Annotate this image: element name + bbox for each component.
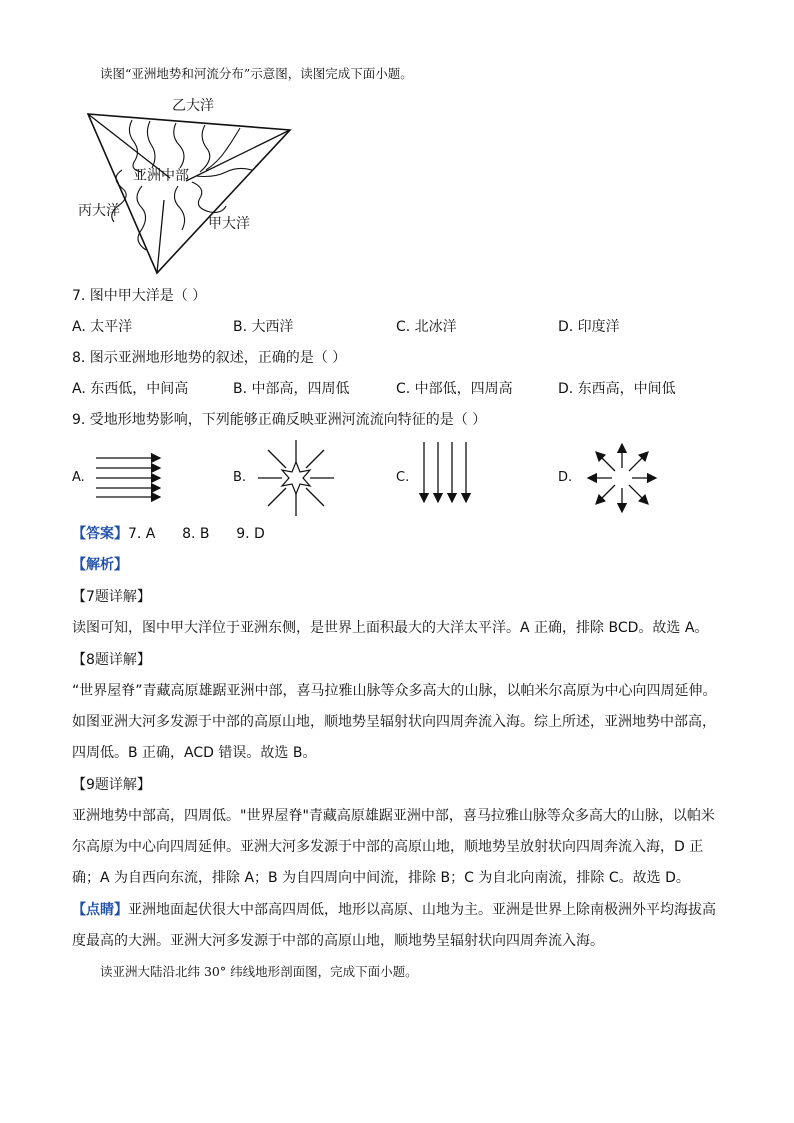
intro-text-2: 读亚洲大陆沿北纬 30° 纬线地形剖面图，完成下面小题。 [100,964,418,979]
q8-option-b[interactable]: B. 中部高，四周低 [233,381,350,397]
q7-option-d[interactable]: D. 印度洋 [558,319,620,335]
label-ocean-bing: 丙大洋 [78,203,120,219]
q8-stem: 8. 图示亚洲地形地势的叙述，正确的是（ ） [72,350,347,366]
q7-stem: 7. 图中甲大洋是（ ） [72,288,207,304]
d8-line-3: 四周低。B 正确，ACD 错误。故选 B。 [72,745,317,761]
river-line [206,128,240,170]
river-line [200,125,210,172]
q9-option-b-label[interactable]: B. [233,470,247,485]
figure-svg [0,0,794,300]
arrow-inward [306,488,324,506]
river-line [192,182,226,212]
q9-option-a-label[interactable]: A. [72,470,85,485]
tip-label: 【点睛】 [72,902,128,918]
q9-option-d-label[interactable]: D. [558,470,573,485]
d9-line-1: 亚洲地势中部高，四周低。"世界屋脊"青藏高原雄踞亚洲中部，喜马拉雅山脉等众多高大的山脉，以帕米 [72,808,715,824]
analysis-label: 【解析】 [72,557,128,573]
ridge-line [157,200,164,273]
answer-label: 【答案】 [72,526,128,542]
d9-line-3: 确；A 为自西向东流，排除 A；B 为自四周向中间流，排除 B；C 为自北向南流，排除 C。故选 D。 [72,870,690,886]
label-ocean-yi: 乙大洋 [172,98,214,114]
tip-line-2: 度最高的大洲。亚洲大河多发源于中部的高原山地，顺地势呈辐射状向四周奔流入海。 [72,933,604,949]
q8-option-a[interactable]: A. 东西低，中间高 [72,381,189,397]
d7-line-1: 读图可知，图中甲大洋位于亚洲东侧，是世界上面积最大的大洋太平洋。A 正确，排除 BCD。故选 A。 [72,620,709,636]
q7-option-a[interactable]: A. 太平洋 [72,319,133,335]
arrow-outward [629,452,648,471]
arrow-outward [629,485,648,504]
converging-star [282,462,310,494]
tip-text-1: 亚洲地面起伏很大中部高四周低，地形以高原、山地为主。亚洲是世界上除南极洲外平均海拔高 [128,902,716,918]
river-line [174,186,184,230]
ridge-line [186,130,290,181]
d8-line-2: 如图亚洲大河多发源于中部的高原山地，顺地势呈辐射状向四周奔流入海。综上所述，亚洲地势中部高， [72,714,716,730]
d9-line-2: 尔高原为中心向四周延伸。亚洲大河多发源于中部的高原山地，顺地势呈放射状向四周奔流入海，D 正 [72,839,704,855]
label-ocean-jia: 甲大洋 [208,216,250,232]
d7-title: 【7题详解】 [72,589,151,605]
arrow-outward [596,485,615,504]
q7-option-c[interactable]: C. 北冰洋 [396,319,457,335]
tip-line-1 [72,900,716,920]
label-central-asia: 亚洲中部 [133,168,189,184]
q9-stem: 9. 受地形地势影响，下列能够正确反映亚洲河流流向特征的是（ ） [72,412,487,428]
arrow-inward [268,450,286,468]
q9-option-c-label[interactable]: C. [396,470,410,485]
q7-option-b[interactable]: B. 大西洋 [233,319,294,335]
d8-line-1: “世界屋脊”青藏高原雄踞亚洲中部，喜马拉雅山脉等众多高大的山脉，以帕米尔高原为中心向四周延伸。 [72,683,717,699]
d9-title: 【9题详解】 [72,777,151,793]
river-line [129,120,142,172]
q9-option-c-diagram [416,440,476,510]
answer-line [72,524,265,544]
river-line [137,186,146,250]
arrow-inward [268,488,286,506]
q8-option-c[interactable]: C. 中部低，四周高 [396,381,513,397]
d8-title: 【8题详解】 [72,652,151,668]
answer-text: 7. A 8. B 9. D [128,526,265,542]
arrow-outward [596,452,615,471]
q9-option-a-diagram [94,448,174,508]
q9-option-d-diagram [582,438,662,518]
q9-option-b-diagram [256,438,336,518]
arrow-inward [306,450,324,468]
river-line [174,123,184,168]
intro-text: 读图“亚洲地势和河流分布”示意图，读图完成下面小题。 [100,66,413,81]
q8-option-d[interactable]: D. 东西高，中间低 [558,381,676,397]
